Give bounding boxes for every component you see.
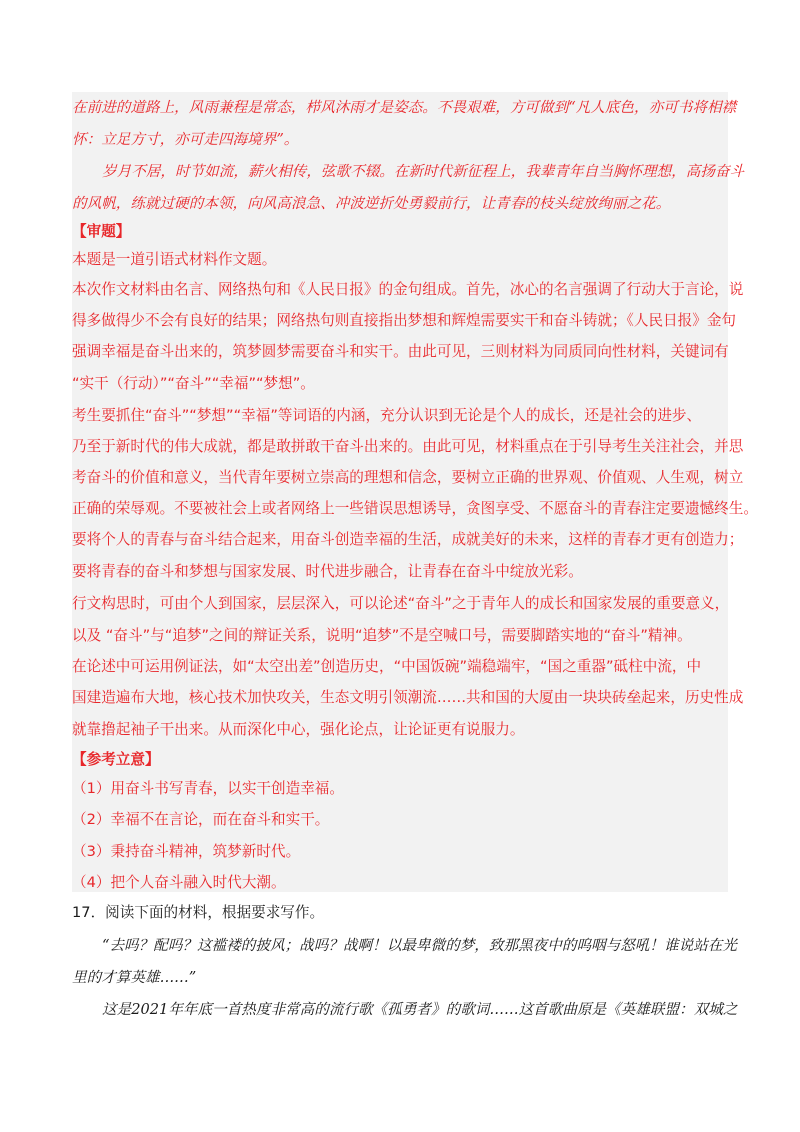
shenti-line: 本题是一道引语式材料作文题。	[72, 251, 277, 268]
shenti-line: 强调幸福是奋斗出来的，筑梦圆梦需要奋斗和实干。由此可见，三则材料为同质同向性材料，关键词有	[72, 343, 729, 360]
shenti-heading: 【审题】	[72, 223, 131, 240]
shenti-line: 本次作文材料由名言、网络热句和《人民日报》的金句组成。首先，冰心的名言强调了行动大于言论，说	[72, 281, 744, 298]
shenti-line: 要将青春的奋斗和梦想与国家发展、时代进步融合，让青春在奋斗中绽放光彩。	[72, 563, 583, 580]
intro-line-2: 怀：立足方寸，亦可走四海境界”。	[72, 131, 299, 148]
liyi-item: （1）用奋斗书写青春，以实干创造幸福。	[72, 780, 344, 797]
shenti-line: 考生要抓住“奋斗”“梦想”“幸福”等词语的内涵，充分认识到无论是个人的成长，还是社会的进步、	[72, 407, 702, 424]
question-17-prompt: 17．阅读下面的材料，根据要求写作。	[72, 904, 325, 921]
shenti-line: 在论述中可运用例证法，如“太空出差”创造历史，“中国饭碗”端稳端牢，“国之重器”砥柱中流，中	[72, 658, 702, 675]
shenti-line: 行文构思时，可由个人到国家，层层深入，可以论述“奋斗”之于青年人的成长和国家发展的重要意义，	[72, 595, 730, 612]
intro-line-1: 在前进的道路上，风雨兼程是常态，栉风沐雨才是姿态。不畏艰难，方可做到“凡人底色，亦可书将相襟	[72, 99, 737, 116]
liyi-heading: 【参考立意】	[72, 751, 160, 768]
question-17-quote-line-1: “去吗？配吗？这褴褛的披风；战吗？战啊！以最卑微的梦，致那黑夜中的呜咽与怒吼！谁说站在光	[102, 937, 737, 954]
intro-line-4: 的风帆，练就过硬的本领，向风高浪急、冲波逆折处勇毅前行，让青春的枝头绽放绚丽之花。	[72, 195, 671, 212]
shenti-line: “实干（行动）”“奋斗”“幸福”“梦想”。	[72, 375, 315, 392]
liyi-item: （4）把个人奋斗融入时代大潮。	[72, 874, 286, 891]
question-17-text-line-1: 这是2021年年底一首热度非常高的流行歌《孤勇者》的歌词……这首歌曲原是《英雄联盟：双城之	[102, 1001, 738, 1018]
liyi-item: （3）秉持奋斗精神，筑梦新时代。	[72, 843, 301, 860]
shenti-line: 考奋斗的价值和意义，当代青年要树立崇高的理想和信念，要树立正确的世界观、价值观、人生观，树立	[72, 469, 744, 486]
shenti-line: 国建造遍布大地，核心技术加快攻关，生态文明引领潮流……共和国的大厦由一块块砖垒起来，历史性成	[72, 689, 744, 706]
shenti-line: 要将个人的青春与奋斗结合起来，用奋斗创造幸福的生活，成就美好的未来，这样的青春才更有创造力；	[72, 531, 744, 548]
shenti-line: 正确的荣辱观。不要被社会上或者网络上一些错误思想诱导，贪图享受、不愿奋斗的青春注定要遗憾终生。	[72, 500, 758, 517]
shenti-line: 得多做得少不会有良好的结果；网络热句则直接指出梦想和辉煌需要实干和奋斗铸就；《人民日报》金句	[72, 312, 737, 329]
intro-line-3: 岁月不居，时节如流，薪火相传，弦歌不辍。在新时代新征程上，我辈青年自当胸怀理想，高扬奋斗	[102, 163, 745, 180]
question-17-quote-line-2: 里的才算英雄……”	[72, 969, 197, 986]
liyi-item: （2）幸福不在言论，而在奋斗和实干。	[72, 811, 330, 828]
shenti-line: 乃至于新时代的伟大成就，都是敢拼敢干奋斗出来的。由此可见，材料重点在于引导考生关注社会，并思	[72, 438, 744, 455]
shenti-line: 以及 “奋斗”与“追梦”之间的辩证关系，说明“追梦”不是空喊口号，需要脚踏实地的“奋斗”精神。	[72, 627, 692, 644]
shenti-line: 就靠撸起袖子干出来。从而深化中心，强化论点，让论证更有说服力。	[72, 721, 525, 738]
